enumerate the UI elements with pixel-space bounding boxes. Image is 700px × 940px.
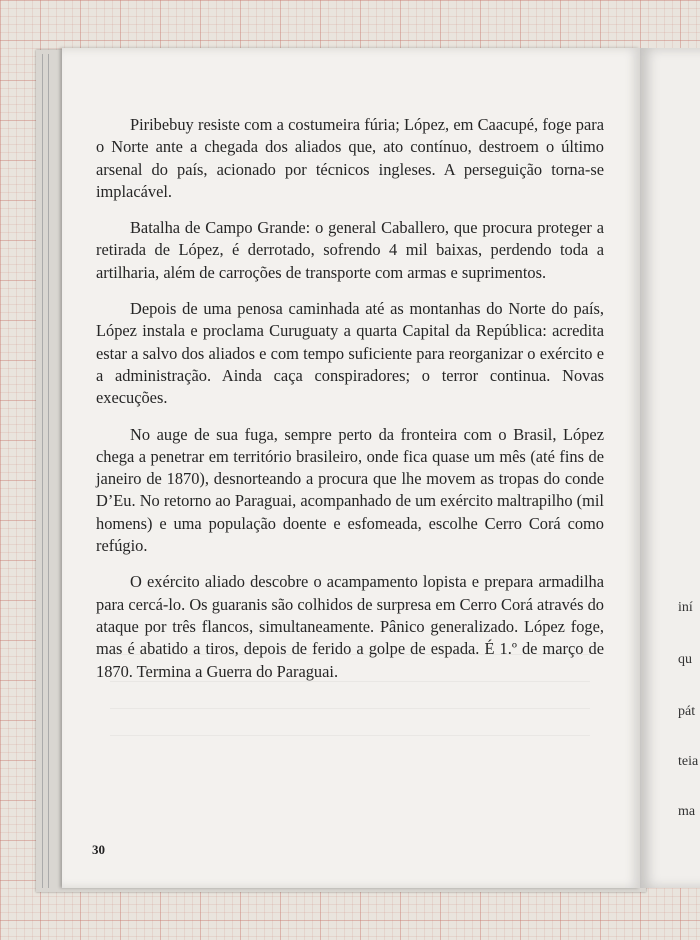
paragraph: Depois de uma penosa caminhada até as montanhas do Norte do país, López instala e proclama Curuguaty a quarta Capital da República: acredita estar a salvo dos aliados e com tempo suficiente para reorganizar o exército e a administração. Ainda caça conspiradores; o terror continua. Novas execuções. [96, 299, 604, 408]
right-page-fragment: pát [678, 704, 696, 719]
right-page-fragment: iní [678, 600, 693, 615]
paragraph: Batalha de Campo Grande: o general Caballero, que procura proteger a retirada de López, é derrotado, sofrendo 4 mil baixas, perdendo toda a artilharia, além de carroções de transporte com armas e suprimentos. [96, 218, 604, 282]
paragraph: Piribebuy resiste com a costumeira fúria; López, em Caacupé, foge para o Norte ante a chegada dos aliados que, ato contínuo, destroem o último arsenal do país, acionado por técnicos ingleses. A perseguição torna-se implacável. [96, 115, 604, 201]
right-page-fragment: qu [678, 652, 692, 667]
right-page-fragment: teia [678, 754, 699, 769]
page-number: 30 [92, 842, 105, 857]
right-page [640, 48, 700, 888]
right-page-fragment: ma [678, 804, 696, 819]
paragraph: No auge de sua fuga, sempre perto da fronteira com o Brasil, López chega a penetrar em território brasileiro, onde fica quase um mês (até fins de janeiro de 1870), desnorteando a procura que lhe movem as tropas do conde D’Eu. No retorno ao Paraguai, acompanhado de um exército maltrapilho (mil homens) e uma população doente e esfomeada, escolhe Cerro Corá como refúgio. [96, 424, 604, 556]
paragraph: O exército aliado descobre o acampamento lopista e prepara armadilha para cercá-lo. Os guaranis são colhidos de surpresa em Cerro Corá através do ataque por três flancos, simultaneamente. Pânico generalizado. López foge, mas é abatido a tiros, depois de ferido a golpe de espada. É 1.º de março de 1870. Termina a Guerra do Paraguai. [96, 572, 604, 681]
body-text [96, 114, 604, 697]
